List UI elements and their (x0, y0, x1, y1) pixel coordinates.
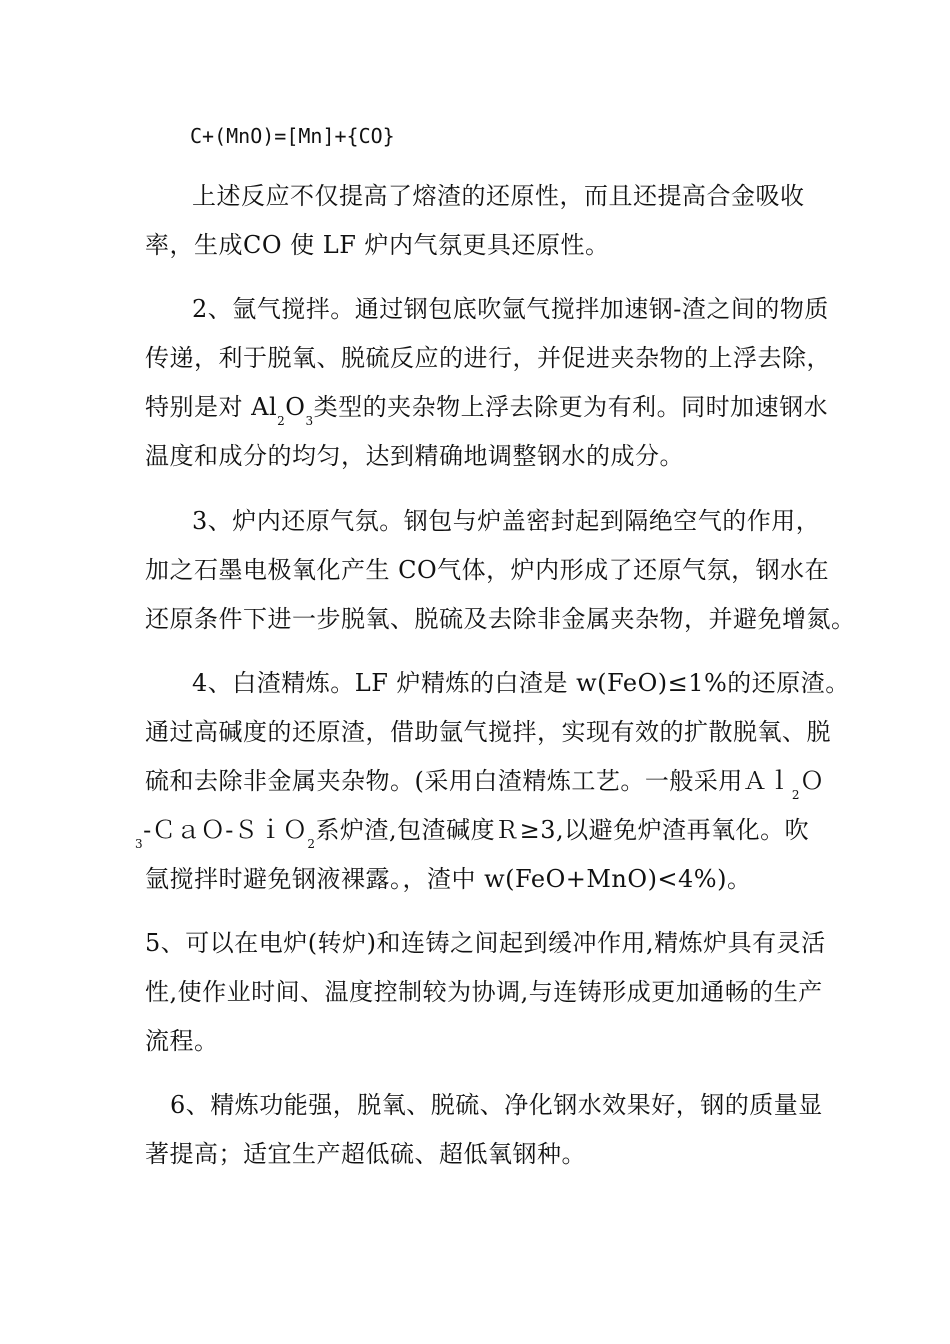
p2-line3 (145, 391, 829, 428)
p2-line4: 温度和成分的均匀，达到精确地调整钢水的成分。 (145, 442, 684, 470)
p2-line1: 2、氩气搅拌。通过钢包底吹氩气搅拌加速钢-渣之间的物质 (192, 295, 829, 323)
p4-line5: 氩搅拌时避免钢液裸露。，渣中 w(FeO+MnO)<4%)。 (145, 865, 752, 893)
p1-line2: 率，生成CO 使 LF 炉内气氛更具还原性。 (145, 231, 610, 259)
p4-line3-pre: 硫和去除非金属夹杂物。(采用白渣精炼工艺。一般采用Ａｌ (145, 767, 792, 795)
p2-line3-pre: 特别是对 Al (145, 393, 278, 421)
p4-line3-post: Ｏ (800, 767, 825, 795)
p5-line1: 5、可以在电炉(转炉)和连铸之间起到缓冲作用,精炼炉具有灵活 (145, 929, 826, 957)
p3-line1: 3、炉内还原气氛。钢包与炉盖密封起到隔绝空气的作用， (192, 507, 821, 535)
p3-line2: 加之石墨电极氧化产生 CO气体，炉内形成了还原气氛，钢水在 (145, 556, 830, 584)
p3-line3: 还原条件下进一步脱氧、脱硫及去除非金属夹杂物，并避免增氮。 (145, 605, 856, 633)
p5-line2: 性,使作业时间、温度控制较为协调,与连铸形成更加通畅的生产 (145, 978, 823, 1006)
p4-line1: 4、白渣精炼。LF 炉精炼的白渣是 w(FeO)≤1%的还原渣。 (192, 669, 850, 697)
p6-line2: 著提高；适宜生产超低硫、超低氧钢种。 (145, 1140, 586, 1168)
p4-line4-pre: -ＣａＯ-ＳｉＯ (143, 816, 308, 844)
p4-line4-sub2: 2 (307, 837, 316, 851)
p2-line3-mid: O (285, 393, 306, 421)
p2-line3-sub2: 3 (305, 414, 314, 428)
p1-line1: 上述反应不仅提高了熔渣的还原性，而且还提高合金吸收 (192, 182, 805, 210)
p4-line4 (135, 814, 810, 851)
p4-line4-sub: 3 (135, 837, 144, 851)
equation: C+(MnO)=[Mn]+{CO} (190, 124, 395, 148)
p4-line2: 通过高碱度的还原渣，借助氩气搅拌，实现有效的扩散脱氧、脱 (145, 718, 831, 746)
p2-line3-post: 类型的夹杂物上浮去除更为有利。同时加速钢水 (313, 393, 829, 421)
p6-line1: 6、精炼功能强，脱氧、脱硫、净化钢水效果好，钢的质量显 (170, 1091, 823, 1119)
p4-line4-post: 系炉渣,包渣碱度Ｒ≥3,以避免炉渣再氧化。吹 (315, 816, 810, 844)
p2-line2: 传递，利于脱氧、脱硫反应的进行，并促进夹杂物的上浮去除， (145, 344, 831, 372)
p4-line3-sub: 2 (791, 788, 801, 802)
p4-line3 (145, 765, 825, 802)
p2-line3-sub1: 2 (277, 414, 286, 428)
p5-line3: 流程。 (145, 1027, 219, 1055)
